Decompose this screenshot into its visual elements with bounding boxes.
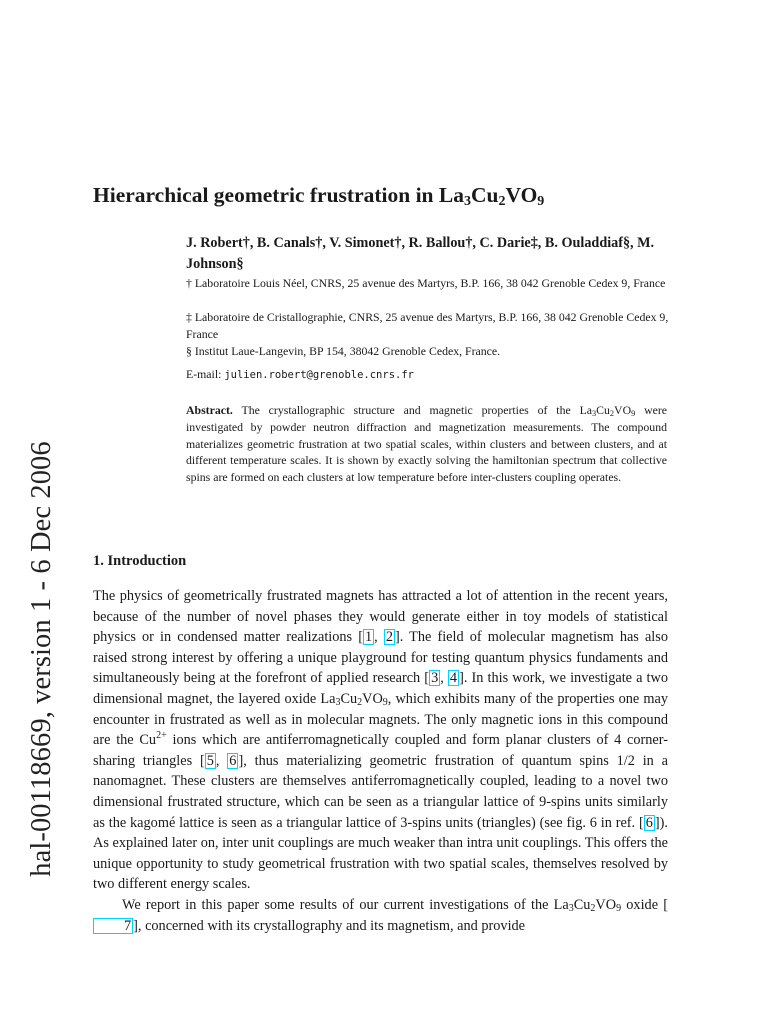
formula: $La_3Cu_2VO_9$ (579, 403, 636, 418)
citation-link[interactable]: 7 (93, 918, 133, 934)
formula: $La_3Cu_2VO_9$ (553, 896, 622, 914)
email-label: E-mail: (186, 367, 225, 381)
author-list: J. Robert†, B. Canals†, V. Simonet†, R. Ballou†, C. Darie‡, B. Ouladdiaf§, M. Johnson§ (186, 235, 655, 272)
email-address[interactable]: julien.robert@grenoble.cnrs.fr (224, 369, 414, 381)
citation-link[interactable]: 1 (364, 629, 373, 646)
paper-title: Hierarchical geometric frustration in $La_3Cu_2VO_9$ (93, 183, 545, 209)
formula: $La_3Cu_2VO_9$ (320, 690, 388, 708)
abstract: Abstract. The crystallographic structure and magnetic properties of the $La_3Cu_2VO_9$ were investigated by powder neutron diffraction and magnetization measurements. The compound materializes geometric frustration at two spatial scales, within clusters and between clusters, and at different temperature scales. It is shown by exactly solving the hamiltonian spectrum that collective spins are formed on each clusters at low temperature before inter-clusters coupling operates. (186, 403, 667, 485)
contact-email (186, 366, 414, 384)
citation-link[interactable]: 3 (431, 670, 439, 687)
affiliation-3: § Institut Laue-Langevin, BP 154, 38042 Grenoble Cedex, France. (186, 344, 501, 358)
citation-link[interactable]: 4 (449, 670, 458, 687)
affiliation-1: † Laboratoire Louis Néel, CNRS, 25 avenue des Martyrs, B.P. 166, 38 042 Grenoble Cedex 9, France (186, 276, 666, 290)
intro-paragraph-2: We report in this paper some results of our current investigations of the $La_3Cu_2VO_9$ oxide [7 ], concerned with its crystallography and its magnetism, and provide (93, 895, 668, 936)
citation-link[interactable]: 6 (645, 814, 653, 831)
abstract-label: Abstract. (186, 403, 233, 417)
introduction-body (93, 586, 668, 936)
citation-link[interactable]: 2 (385, 629, 393, 646)
citation-link[interactable]: 5 (206, 752, 214, 769)
section-heading-introduction: 1. Introduction (93, 553, 187, 569)
hal-identifier-text: hal-00118669, version 1 - 6 Dec 2006 (26, 441, 57, 877)
intro-paragraph-1: The physics of geometrically frustrated magnets has attracted a lot of attention in the recent years, because of the number of novel phases they would generate either in toy models of statistical physics or in condensed matter realizations [ 1 , 2 ]. The field of molecular magnetism has also raised strong interest by offering a unique playground for testing quantum physics fundaments and simultaneously being at the forefront of applied research [ 3 , 4 ]. In this work, we investigate a two dimensional magnet, the layered oxide $La_3Cu_2VO_9$, which exhibits many of the properties one may encounter in frustrated as well as in molecular magnets. The only magnetic ions in this compound are the $Cu^{2+}$ ions which are antiferromagnetically coupled and form planar clusters of 4 corner-sharing triangles [ 5 , 6 ], thus materializing geometric frustration of quantum spins 1/2 in a nanomagnet. These clusters are themselves antiferromagnetically coupled, leading to a novel two dimensional frustrated structure, which can be seen as a triangular lattice of 9-spins units similarly as the kagomé lattice is seen as a triangular lattice of 3-spins units (triangles) (see fig. 6 in ref. [ 6 ]). As explained later on, inter unit couplings are much weaker than intra unit couplings. This offers the unique opportunity to study geometrical frustration with two spatial scales, themselves resolved by two different energy scales. (93, 588, 668, 893)
citation-link[interactable]: 6 (229, 752, 237, 769)
affiliation-2: ‡ Laboratoire de Cristallographie, CNRS, 25 avenue des Martyrs, B.P. 166, 38 042 Grenoble Cedex 9, France (186, 310, 669, 341)
hal-identifier-stamp (22, 441, 62, 877)
